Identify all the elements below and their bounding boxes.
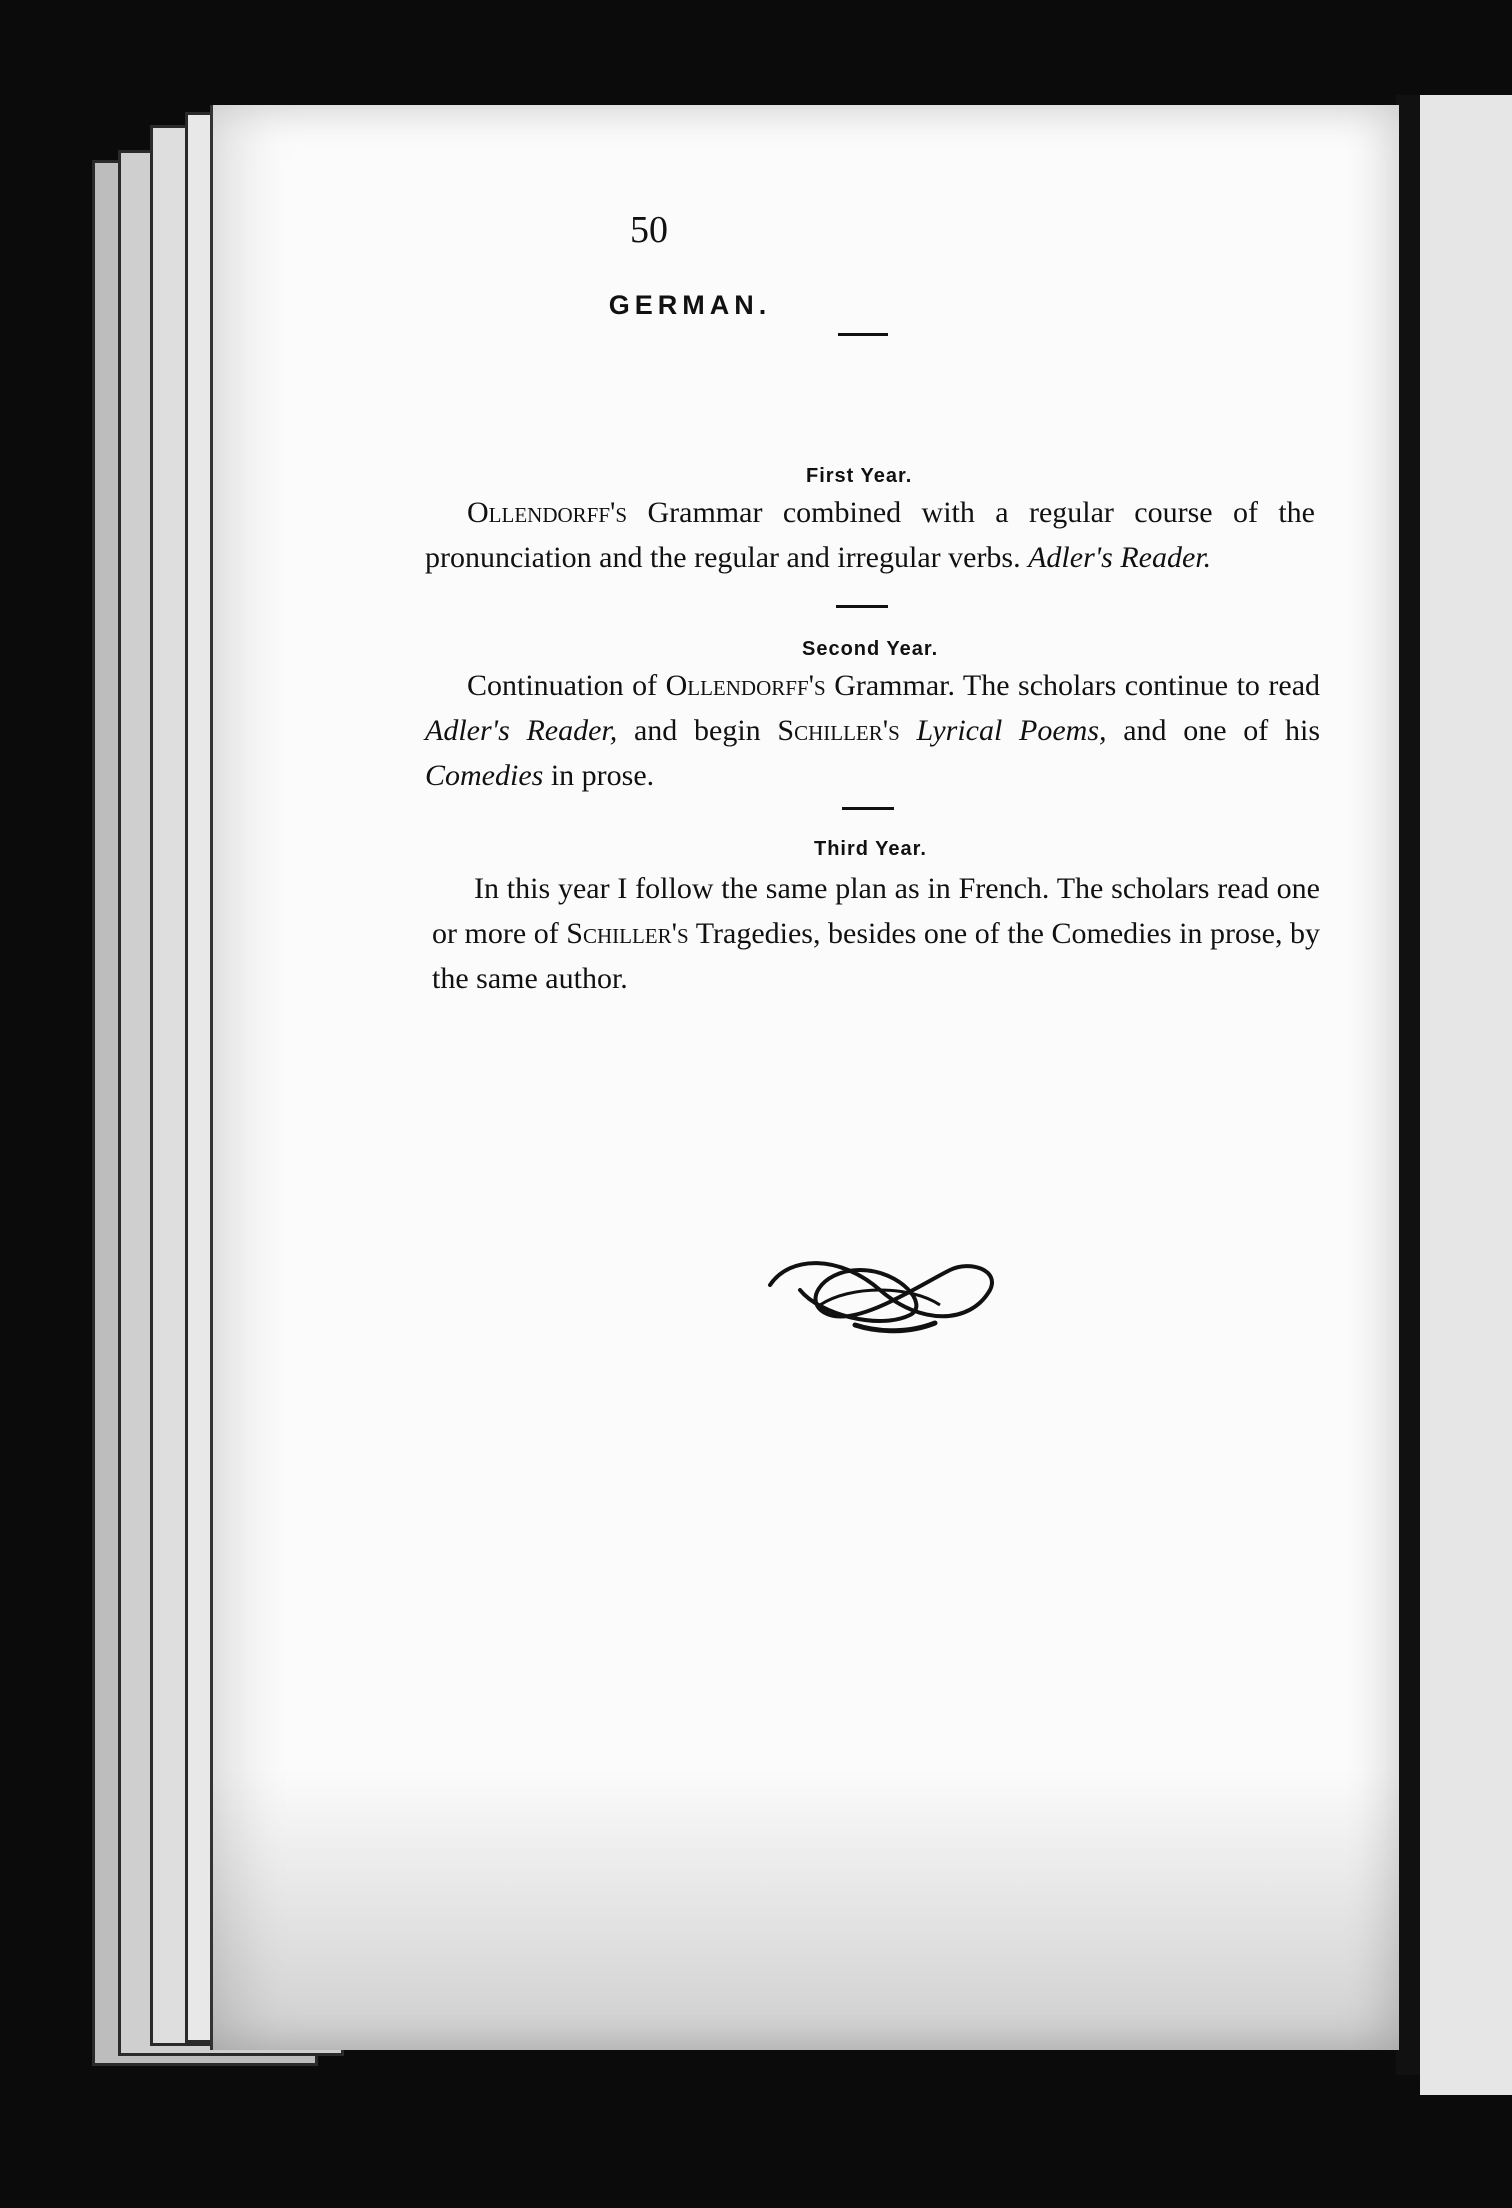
author-name: Ollendorff's [467,496,628,529]
first-year-heading: First Year. [806,465,913,487]
second-year-paragraph [425,663,1320,798]
book-binding [1396,95,1420,2075]
page-number: 50 [630,209,668,251]
book-page [210,105,1399,2050]
paragraph-text: Tragedies, besides one of the Comedies in prose, by the same author. [432,917,1320,995]
section-rule [842,807,894,810]
author-name: Schiller's [566,917,689,950]
book-title: Lyrical Poems, [916,714,1107,747]
author-name: Schiller's [777,714,900,747]
ornament-flourish-icon [760,1245,1000,1335]
paragraph-text: Continuation of [467,669,666,702]
book-title: Adler's Reader, [425,714,618,747]
second-year-heading: Second Year. [802,638,939,660]
author-name: Ollendorff's [665,669,826,702]
paragraph-text: and one of his [1106,714,1321,747]
first-year-paragraph [425,490,1315,580]
section-rule [836,605,888,608]
third-year-paragraph [432,866,1320,1001]
paragraph-text: Grammar. The scholars continue to read [825,669,1321,702]
paragraph-text: Grammar combined with a regular course of the pronunciation and the regular and irregular verbs. [425,496,1315,574]
page-shadow [213,1770,1399,2050]
book-title: Comedies [425,759,544,792]
third-year-heading: Third Year. [814,838,927,860]
book-title: Adler's Reader. [1028,541,1212,574]
paragraph-text: in prose. [543,759,655,792]
paragraph-text: In this year I follow the same plan as in French. The scholars read one or more of [432,872,1320,950]
paragraph-text [900,714,917,747]
facing-page-edge [1420,95,1512,2095]
section-title: GERMAN. [608,290,772,320]
paragraph-text: and begin [617,714,778,747]
title-rule [838,333,888,336]
